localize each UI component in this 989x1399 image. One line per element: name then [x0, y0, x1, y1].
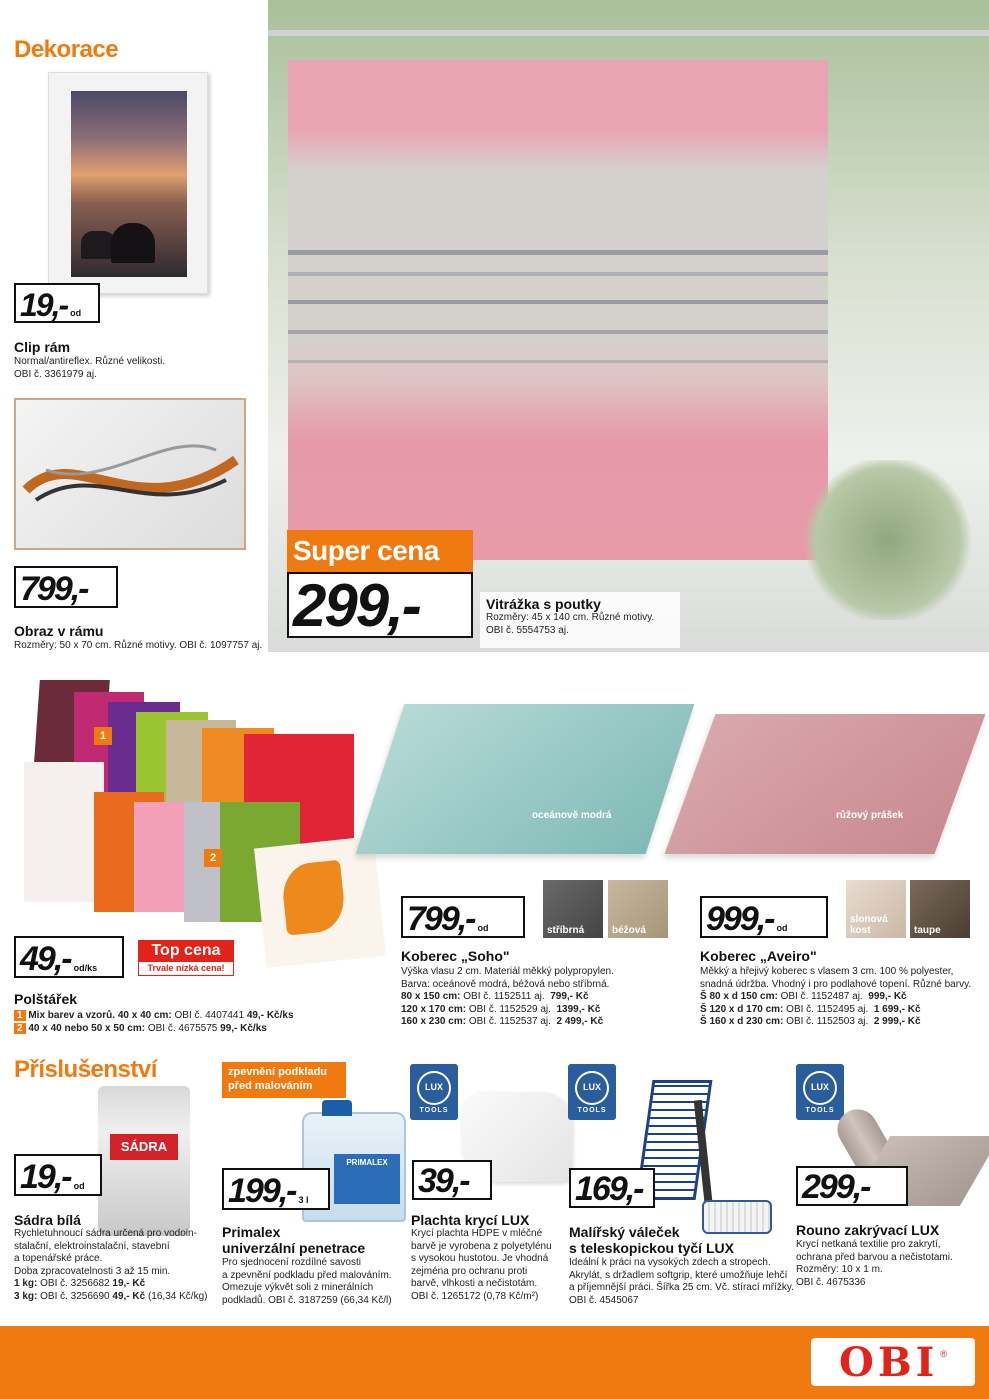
aveiro-price: 999,-	[706, 900, 774, 938]
vitrazka-price-box	[287, 572, 473, 638]
soho-row-1-price: 799,- Kč	[550, 991, 589, 1002]
aveiro-desc	[700, 966, 971, 1029]
soho-row-2-obi: OBI č. 1152529 aj.	[466, 1003, 551, 1015]
soho-swatch-beige-label: béžová	[612, 925, 646, 936]
aveiro-row-3-size: Š 160 x d 230 cm:	[700, 1016, 784, 1027]
soho-rug-label: oceánově modrá	[532, 810, 612, 821]
lux-tools-label: TOOLS	[577, 1106, 607, 1114]
soho-row-1-size: 80 x 150 cm:	[401, 991, 461, 1002]
primalex-price-suffix: 3 l	[298, 1195, 309, 1205]
primalex-desc-4: podkladů. OBI č. 3187259 (66,34 Kč/l)	[222, 1294, 392, 1306]
polstarek-desc	[14, 1010, 294, 1035]
vitrazka-price: 299,-	[293, 572, 420, 639]
lux-logo-icon: LUX	[803, 1071, 837, 1105]
plant-pot	[798, 460, 978, 620]
vitrazka-name: Vitrážka s poutky	[486, 596, 601, 612]
valecek-desc-4: OBI č. 4545067	[569, 1294, 639, 1306]
obraz-image	[14, 398, 246, 550]
aveiro-row-2-obi: OBI č. 1152495 aj.	[783, 1003, 869, 1015]
aveiro-row-2	[700, 1004, 971, 1017]
soho-row-3	[401, 1016, 614, 1029]
section-title-dekorace: Dekorace	[14, 36, 119, 63]
aveiro-row-2-size: Š 120 x d 170 cm:	[700, 1003, 784, 1015]
soho-desc	[401, 966, 614, 1029]
rouno-name: Rouno zakrývací LUX	[796, 1222, 940, 1238]
soho-row-1	[401, 991, 614, 1004]
sadra-price-suffix: od	[73, 1181, 85, 1191]
polstarek-price: 49,-	[20, 940, 71, 978]
aveiro-desc-2: snadná údržba. Vhodný i pro podlahové topení. Různé barvy.	[700, 978, 972, 990]
abstract-art-svg	[16, 400, 244, 548]
clip-ram-obi-number: OBI č. 3361979 aj.	[14, 368, 97, 380]
plachta-desc-1: Krycí plachta HDPE v mléčné	[411, 1228, 543, 1239]
polstarek-line-2-price: 99,- Kč/ks	[220, 1022, 267, 1034]
obraz-price-box	[14, 566, 118, 608]
clip-ram-price-box	[14, 283, 100, 323]
obi-logo-reg: ®	[940, 1349, 947, 1359]
soho-desc-1: Výška vlasu 2 cm. Materiál měkký polypropylen.	[401, 966, 614, 977]
lux-tools-logo-plachta	[410, 1064, 458, 1120]
soho-desc-2: Barva: oceánově modrá, béžová nebo stříbrná.	[401, 978, 610, 990]
roller-image	[640, 1070, 780, 1250]
polstarek-line-2	[14, 1023, 294, 1036]
plachta-desc-2: barvě je vyrobena z polyetylénu	[411, 1240, 552, 1252]
aveiro-row-1	[700, 991, 971, 1004]
sadra-row-1-obi: OBI č. 3256682	[37, 1278, 113, 1289]
primalex-banner-line-2: před malováním	[228, 1080, 313, 1092]
lux-tools-label: TOOLS	[419, 1106, 449, 1114]
valecek-desc-3: a příjemnější práci. Šířka 25 cm. Vč. stírací mřížky.	[569, 1282, 794, 1293]
soho-rug-image	[360, 690, 690, 870]
valecek-name-line-2: s teleskopickou tyčí LUX	[569, 1240, 734, 1256]
clip-frame-image	[48, 72, 208, 294]
polstarek-line-1-obi: OBI č. 4407441	[171, 1010, 247, 1021]
sadra-bag-label: SÁDRA	[110, 1134, 178, 1160]
super-cena-banner	[287, 530, 473, 572]
soho-swatch-silver-label: stříbrná	[547, 925, 585, 936]
polstarek-line-1-price: 49,- Kč/ks	[246, 1010, 294, 1021]
aveiro-swatch-ivory	[846, 880, 906, 938]
aveiro-swatch-taupe-label: taupe	[914, 925, 941, 936]
valecek-price: 169,-	[575, 1170, 643, 1208]
lux-logo-icon: LUX	[417, 1071, 451, 1105]
aveiro-swatch-ivory-label: slonová kost	[850, 914, 888, 936]
rouno-price: 299,-	[802, 1168, 870, 1206]
sadra-price: 19,-	[20, 1158, 71, 1196]
sadra-row-2	[14, 1291, 224, 1304]
super-cena-label: Super cena	[293, 535, 439, 566]
curtain-rod	[268, 30, 989, 36]
clip-ram-desc	[14, 356, 165, 381]
sadra-price-box	[14, 1154, 102, 1196]
polstarek-name: Polštářek	[14, 991, 78, 1007]
obi-logo-text: OBI	[838, 1338, 939, 1386]
plachta-desc	[411, 1228, 571, 1303]
polstarek-line-1-bold: Mix barev a vzorů. 40 x 40 cm:	[28, 1010, 172, 1021]
soho-row-1-obi: OBI č. 1152511 aj.	[460, 991, 545, 1002]
soho-row-3-price: 2 499,- Kč	[556, 1016, 604, 1027]
aveiro-row-3	[700, 1016, 971, 1029]
sadra-row-1-price: 19,- Kč	[112, 1278, 146, 1289]
lux-tools-logo-valecek	[568, 1064, 616, 1120]
vitrazka-desc-1: Rozměry: 45 x 140 cm. Různé motivy.	[486, 612, 655, 623]
plachta-desc-6: OBI č. 1265172 (0,78 Kč/m²)	[411, 1290, 539, 1302]
valecek-price-box	[569, 1168, 655, 1208]
aveiro-price-suffix: od	[776, 923, 788, 933]
sadra-desc-4: Doba zpracovatelnosti 3 až 15 min.	[14, 1265, 171, 1277]
pillow-badge-2: 2	[204, 849, 222, 867]
soho-swatch-silver	[543, 880, 603, 938]
plachta-desc-3: s vysokou hustotou. Je vhodná	[411, 1253, 549, 1264]
rouno-desc-1: Krycí netkaná textilie pro zakrytí,	[796, 1239, 941, 1250]
vitrazka-info-box	[480, 592, 680, 648]
rouno-desc-2: ochrana před barvou a nečistotami.	[796, 1251, 953, 1263]
sadra-desc	[14, 1228, 224, 1303]
primalex-desc-2: a zpevnění podkladu před malováním.	[222, 1269, 392, 1281]
top-cena-badge	[138, 940, 234, 976]
polstarek-line-1	[14, 1010, 294, 1023]
polstarek-line-2-bold: 40 x 40 nebo 50 x 50 cm:	[28, 1022, 146, 1034]
sadra-row-1	[14, 1278, 224, 1291]
polstarek-line-1-num: 1	[14, 1010, 26, 1021]
soho-row-2-price: 1399,- Kč	[556, 1003, 601, 1015]
lux-tools-label: TOOLS	[805, 1106, 835, 1114]
polstarek-line-2-num: 2	[14, 1023, 26, 1034]
plachta-desc-5: barvě, vlhkosti a nečistotám.	[411, 1278, 538, 1289]
primalex-banner	[222, 1062, 346, 1098]
polstarek-price-suffix: od/ks	[73, 963, 98, 973]
soho-price-box	[401, 896, 525, 938]
plachta-price-box	[412, 1160, 492, 1200]
aveiro-rug-image	[660, 700, 980, 870]
primalex-name	[222, 1224, 365, 1256]
clip-ram-name: Clip rám	[14, 339, 71, 355]
sadra-row-2-price: 49,- Kč	[112, 1290, 146, 1302]
top-cena-label: Top cena	[138, 940, 234, 961]
sadra-desc-1: Rychletuhnoucí sádra určená pro vodoin-	[14, 1228, 197, 1239]
soho-row-3-obi: OBI č. 1152537 aj.	[466, 1016, 551, 1027]
sadra-desc-2: stalační, elektroinstalační, stavební	[14, 1240, 170, 1252]
obraz-name: Obraz v rámu	[14, 623, 104, 639]
valecek-desc-1: Ideální k práci na vysokých zdech a stropech.	[569, 1257, 771, 1268]
obi-logo	[811, 1338, 975, 1386]
sadra-row-2-weight: 3 kg:	[14, 1290, 38, 1302]
valecek-name-line-1: Malířský váleček	[569, 1224, 680, 1240]
rouno-desc-3: Rozměry: 10 x 1 m.	[796, 1264, 883, 1275]
soho-name: Koberec „Soho"	[401, 948, 510, 964]
lux-logo-icon: LUX	[575, 1071, 609, 1105]
primalex-name-line-2: univerzální penetrace	[222, 1240, 366, 1256]
footer-band	[0, 1326, 989, 1399]
primalex-price-box	[222, 1168, 330, 1210]
aveiro-swatch-taupe	[910, 880, 970, 938]
sadra-desc-3: a topenářské práce.	[14, 1253, 103, 1264]
aveiro-desc-1: Měkký a hřejivý koberec s vlasem 3 cm. 100 % polyester,	[700, 966, 954, 977]
plachta-name: Plachta krycí LUX	[411, 1212, 530, 1228]
soho-row-2	[401, 1004, 614, 1017]
polstarek-line-2-obi: OBI č. 4675575	[145, 1022, 221, 1034]
aveiro-row-1-obi: OBI č. 1152487 aj.	[777, 991, 863, 1002]
primalex-name-line-1: Primalex	[222, 1224, 281, 1240]
sadra-row-1-weight: 1 kg:	[14, 1278, 38, 1289]
rouno-price-box	[796, 1166, 908, 1206]
primalex-banner-line-1: zpevnění podkladu	[228, 1066, 328, 1078]
valecek-name	[569, 1224, 734, 1256]
aveiro-row-3-price: 2 999,- Kč	[873, 1016, 921, 1027]
soho-swatch-beige	[608, 880, 668, 938]
soho-price-suffix: od	[477, 923, 489, 933]
aveiro-row-1-price: 999,- Kč	[868, 991, 907, 1002]
pillows-image	[24, 672, 374, 962]
vitrazka-desc-2: OBI č. 5554753 aj.	[486, 624, 569, 636]
valecek-desc-2: Akrylát, s držadlem softgrip, které umožňuje lehčí	[569, 1269, 788, 1281]
soho-price: 799,-	[407, 900, 475, 938]
clip-ram-desc-line: Normal/antireflex. Různé velikosti.	[14, 356, 166, 367]
soho-row-2-size: 120 x 170 cm:	[401, 1003, 467, 1015]
section-title-prislusenstvi: Příslušenství	[14, 1056, 157, 1083]
top-cena-sub: Trvale nízká cena!	[138, 961, 234, 976]
primalex-price: 199,-	[228, 1172, 296, 1210]
aveiro-name: Koberec „Aveiro"	[700, 948, 817, 964]
sadra-name: Sádra bílá	[14, 1212, 81, 1228]
plachta-price: 39,-	[418, 1162, 469, 1200]
primalex-desc	[222, 1257, 412, 1307]
aveiro-row-2-price: 1 699,- Kč	[873, 1003, 921, 1015]
sadra-row-2-unit-price: (16,34 Kč/kg)	[145, 1290, 208, 1302]
pillow-badge-1: 1	[94, 727, 112, 745]
primalex-can-label: PRIMALEX	[334, 1154, 400, 1204]
aveiro-rug-label: růžový prášek	[836, 810, 904, 821]
aveiro-row-1-size: Š 80 x d 150 cm:	[700, 991, 778, 1002]
obraz-desc: Rozměry: 50 x 70 cm. Různé motivy. OBI č. 1097757 aj.	[14, 640, 263, 651]
valecek-desc	[569, 1257, 799, 1307]
rouno-desc-4: OBI č. 4675336	[796, 1276, 866, 1288]
sadra-bag-image	[98, 1086, 190, 1236]
primalex-desc-3: Omezuje výkvět soli z minerálních	[222, 1282, 374, 1293]
obraz-price: 799,-	[20, 570, 88, 608]
aveiro-price-box	[700, 896, 828, 938]
clip-ram-price: 19,-	[20, 287, 68, 323]
clip-ram-price-suffix: od	[70, 308, 82, 318]
plachta-desc-4: zejména pro ochranu proti	[411, 1265, 528, 1277]
primalex-desc-1: Pro sjednocení rozdílné savosti	[222, 1257, 361, 1268]
aveiro-row-3-obi: OBI č. 1152503 aj.	[783, 1016, 869, 1027]
soho-row-3-size: 160 x 230 cm:	[401, 1016, 467, 1027]
lux-tools-logo-rouno	[796, 1064, 844, 1120]
sadra-row-2-obi: OBI č. 3256690	[37, 1290, 113, 1302]
polstarek-price-box	[14, 936, 124, 978]
rouno-desc	[796, 1239, 986, 1289]
curtain-fabric	[288, 60, 828, 560]
